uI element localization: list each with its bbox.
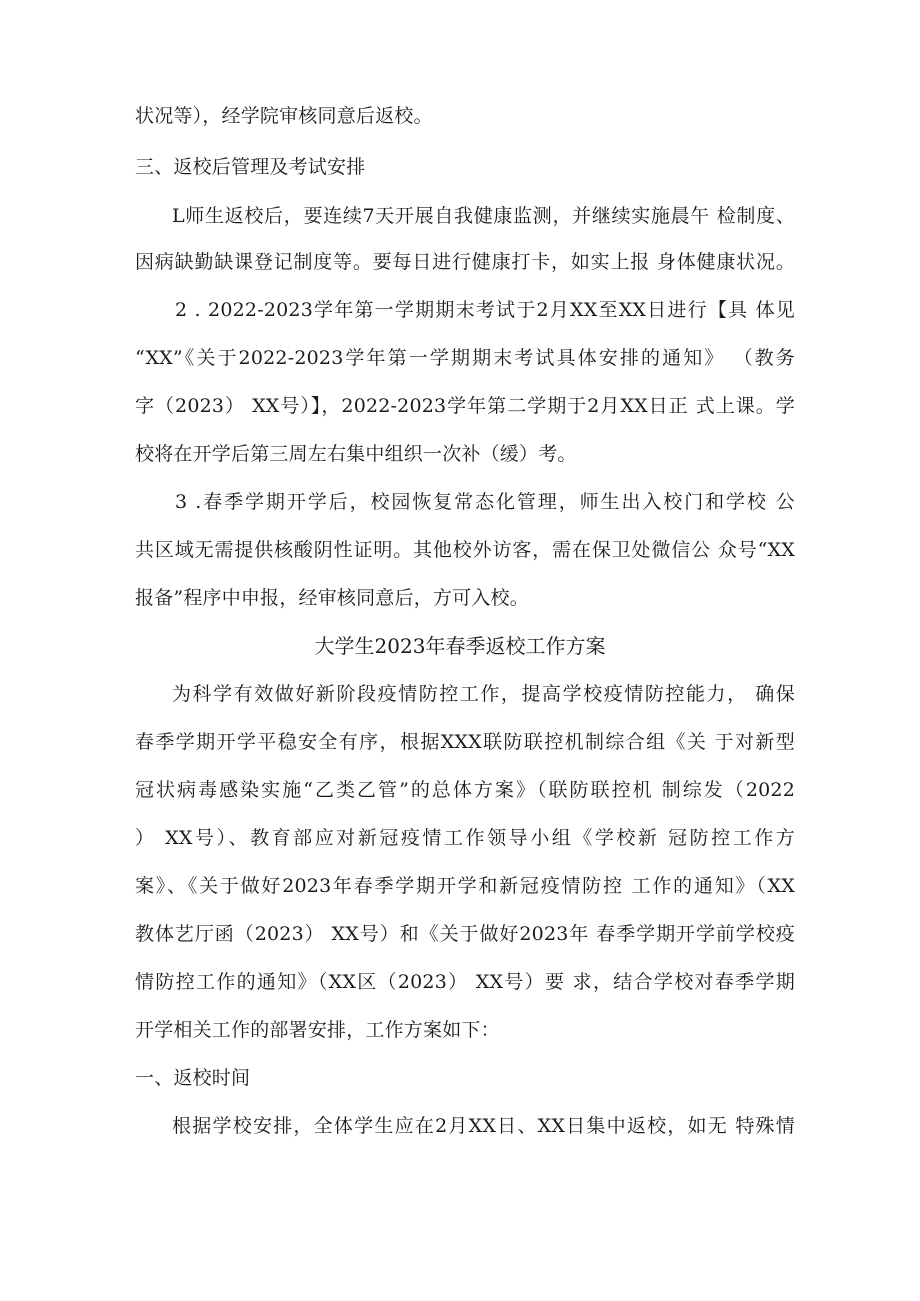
paragraph-line: ） XX号）、教育部应对新冠疫情工作领导小组《学校新 冠防控工作方 — [135, 827, 795, 849]
paragraph-line: 2 . 2022-2023学年第一学期期末考试于2月XX至XX日进行【具 体见 — [175, 299, 795, 321]
paragraph-line: 为科学有效做好新阶段疫情防控工作，提高学校疫情防控能力， 确保 — [172, 683, 795, 705]
document-title: 大学生2023年春季返校工作方案 — [314, 634, 606, 658]
paragraph-line: 开学相关工作的部署安排，工作方案如下： — [135, 1019, 500, 1041]
paragraph-line: 因病缺勤缺课登记制度等。要每日进行健康打卡，如实上报 身体健康状况。 — [135, 251, 795, 273]
paragraph-line: 3 .春季学期开学后，校园恢复常态化管理，师生出入校门和学校 公 — [175, 491, 795, 513]
paragraph-line: 春季学期开学平稳安全有序，根据XXX联防联控机制综合组《关 于对新型 — [135, 731, 795, 753]
paragraph-line: “XX”《关于2022-2023学年第一学期期末考试具体安排的通知》 （教务 — [135, 347, 795, 369]
paragraph-line: 报备”程序中申报，经审核同意后，方可入校。 — [135, 587, 529, 609]
paragraph-line: L师生返校后，要连续7天开展自我健康监测，并继续实施晨午 检制度、 — [172, 205, 795, 227]
paragraph-line: 共区域无需提供核酸阴性证明。其他校外访客，需在保卫处微信公 众号“XX — [135, 539, 795, 561]
section-heading: 一、返校时间 — [135, 1067, 251, 1089]
paragraph-line: 根据学校安排，全体学生应在2月XX日、XX日集中返校，如无 特殊情 — [172, 1115, 795, 1137]
paragraph-line: 字（2023） XX号）】，2022-2023学年第二学期于2月XX日正 式上课。学 — [135, 395, 795, 417]
paragraph-line: 状况等），经学院审核同意后返校。 — [135, 105, 433, 127]
paragraph-line: 校将在开学后第三周左右集中组织一次补（缓）考。 — [135, 443, 577, 465]
paragraph-line: 案》、《关于做好2023年春季学期开学和新冠疫情防控 工作的通知》（XX — [135, 875, 795, 897]
section-heading: 三、返校后管理及考试安排 — [135, 156, 366, 178]
paragraph-line: 情防控工作的通知》（XX区（2023） XX号）要 求，结合学校对春季学期 — [135, 971, 795, 993]
paragraph-line: 教体艺厅函（2023） XX号）和《关于做好2023年 春季学期开学前学校疫 — [135, 923, 795, 945]
paragraph-line: 冠状病毒感染实施“乙类乙管”的总体方案》（联防联控机 制综发（2022 — [135, 779, 795, 801]
